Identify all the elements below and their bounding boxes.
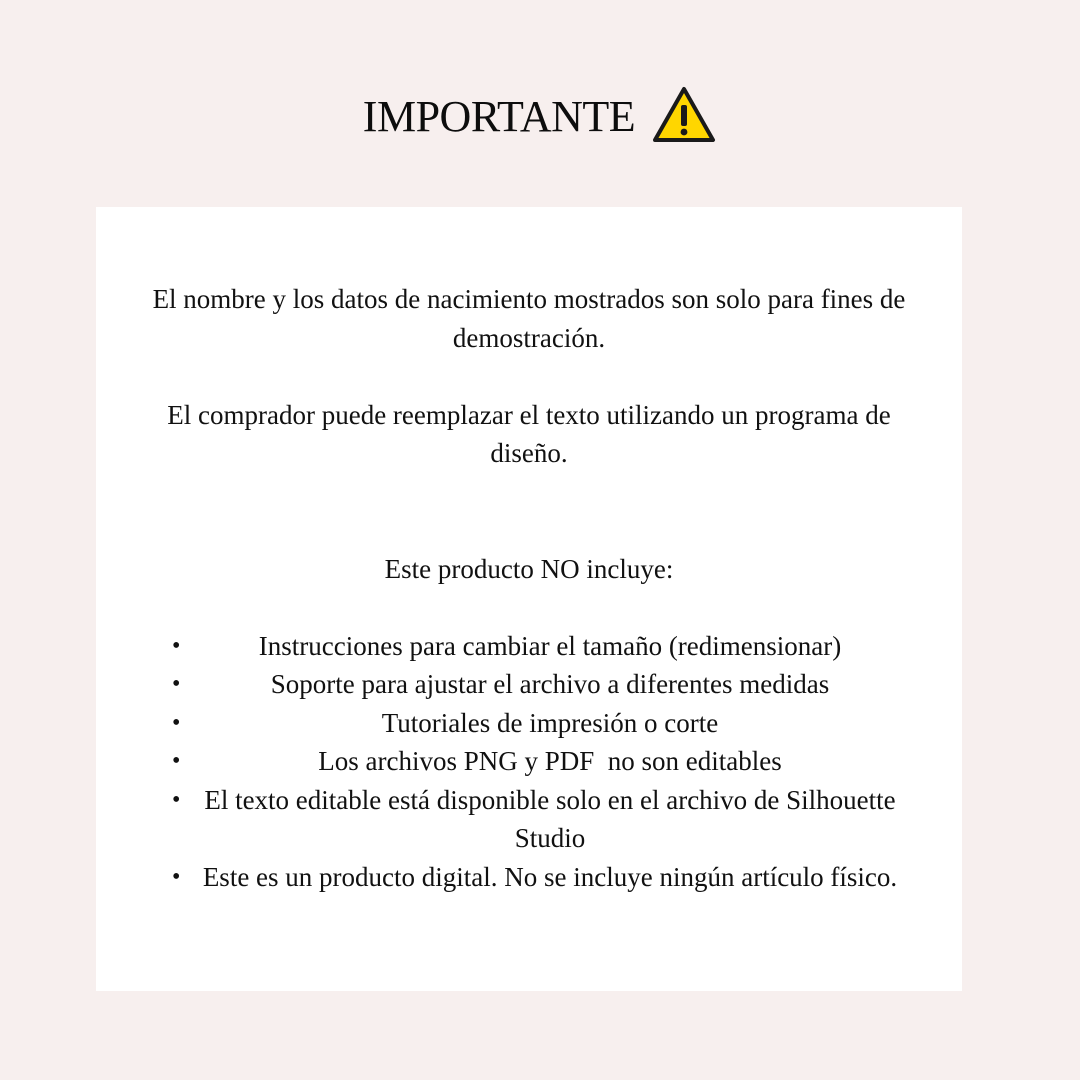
- bullet-icon: •: [172, 671, 181, 697]
- list-item-text: Este es un producto digital. No se incluye ningún artículo físico.: [202, 861, 898, 892]
- list-item-text: Instrucciones para cambiar el tamaño (redimensionar): [258, 630, 842, 661]
- disclaimer-paragraph: El nombre y los datos de nacimiento mostrados son solo para fines de demostración.: [152, 284, 906, 353]
- list-item: [146, 627, 912, 666]
- bullet-icon: •: [172, 748, 181, 774]
- list-item-text: El texto editable está disponible solo en el archivo de Silhouette Studio: [204, 784, 896, 853]
- list-item: [146, 742, 912, 781]
- list-item-text: Soporte para ajustar el archivo a diferentes medidas: [270, 669, 830, 699]
- list-item: [146, 781, 912, 858]
- warning-icon: [651, 85, 717, 145]
- page-title: IMPORTANTE: [362, 92, 636, 141]
- bullet-icon: •: [172, 709, 181, 736]
- not-included-heading: Este producto NO incluye:: [384, 553, 674, 584]
- card-content: [146, 280, 912, 896]
- header: [0, 82, 1080, 152]
- replace-text-paragraph: El comprador puede reemplazar el texto utilizando un programa de diseño.: [167, 399, 891, 468]
- info-card: [96, 207, 962, 991]
- list-item-text: Tutoriales de impresión o corte: [381, 707, 719, 738]
- bullet-icon: •: [172, 786, 181, 813]
- list-item: [146, 665, 912, 704]
- not-included-list: [146, 627, 912, 897]
- bullet-icon: •: [172, 863, 181, 890]
- list-item-text: Los archivos PNG y PDF no son editables: [318, 746, 782, 776]
- bullet-icon: •: [172, 632, 181, 659]
- list-item: [146, 858, 912, 897]
- list-item: [146, 704, 912, 743]
